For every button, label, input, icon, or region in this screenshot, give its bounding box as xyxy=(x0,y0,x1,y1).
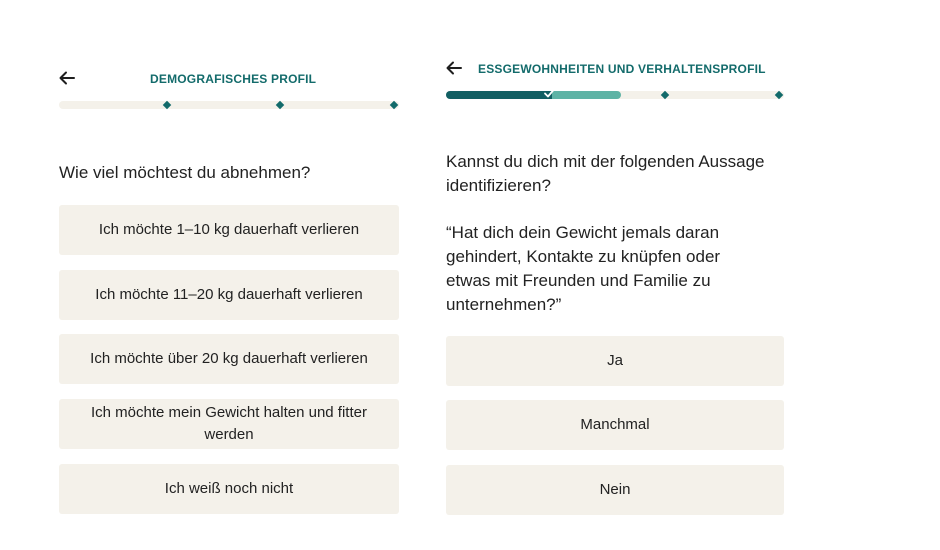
option-sometimes[interactable]: Manchmal xyxy=(446,400,784,450)
eating-habits-screen xyxy=(446,0,784,550)
progress-milestone-icon xyxy=(661,91,669,99)
option-1-10kg[interactable]: Ich möchte 1–10 kg dauerhaft verlieren xyxy=(59,205,399,255)
check-icon xyxy=(543,87,555,99)
question-text: Wie viel möchtest du abnehmen? xyxy=(59,163,311,182)
progress-bar xyxy=(59,101,399,109)
progress-fill-current xyxy=(552,91,621,99)
progress-milestone-icon xyxy=(163,101,171,109)
option-dont-know[interactable]: Ich weiß noch nicht xyxy=(59,464,399,514)
progress-milestone-icon xyxy=(775,91,783,99)
option-yes[interactable]: Ja xyxy=(446,336,784,386)
statement-quote: “Hat dich dein Gewicht jemals daran gehindert, Kontakte zu knüpfen oder etwas mit Freunden und Familie zu unternehmen?” xyxy=(446,223,721,314)
progress-fill-completed xyxy=(446,91,552,99)
back-arrow-icon[interactable] xyxy=(446,61,464,75)
progress-milestone-icon xyxy=(390,101,398,109)
option-no[interactable]: Nein xyxy=(446,465,784,515)
progress-bar xyxy=(446,91,784,99)
step-title: ESSGEWOHNHEITEN UND VERHALTENSPROFIL xyxy=(478,62,766,76)
step-title: DEMOGRAFISCHES PROFIL xyxy=(150,72,317,86)
question-text: Kannst du dich mit der folgenden Aussage identifizieren? xyxy=(446,152,765,195)
option-maintain-weight[interactable]: Ich möchte mein Gewicht halten und fitter werden xyxy=(59,399,399,449)
back-arrow-icon[interactable] xyxy=(59,71,77,85)
progress-milestone-icon xyxy=(276,101,284,109)
option-11-20kg[interactable]: Ich möchte 11–20 kg dauerhaft verlieren xyxy=(59,270,399,320)
option-over-20kg[interactable]: Ich möchte über 20 kg dauerhaft verlieren xyxy=(59,334,399,384)
demographic-profile-screen xyxy=(59,0,399,550)
